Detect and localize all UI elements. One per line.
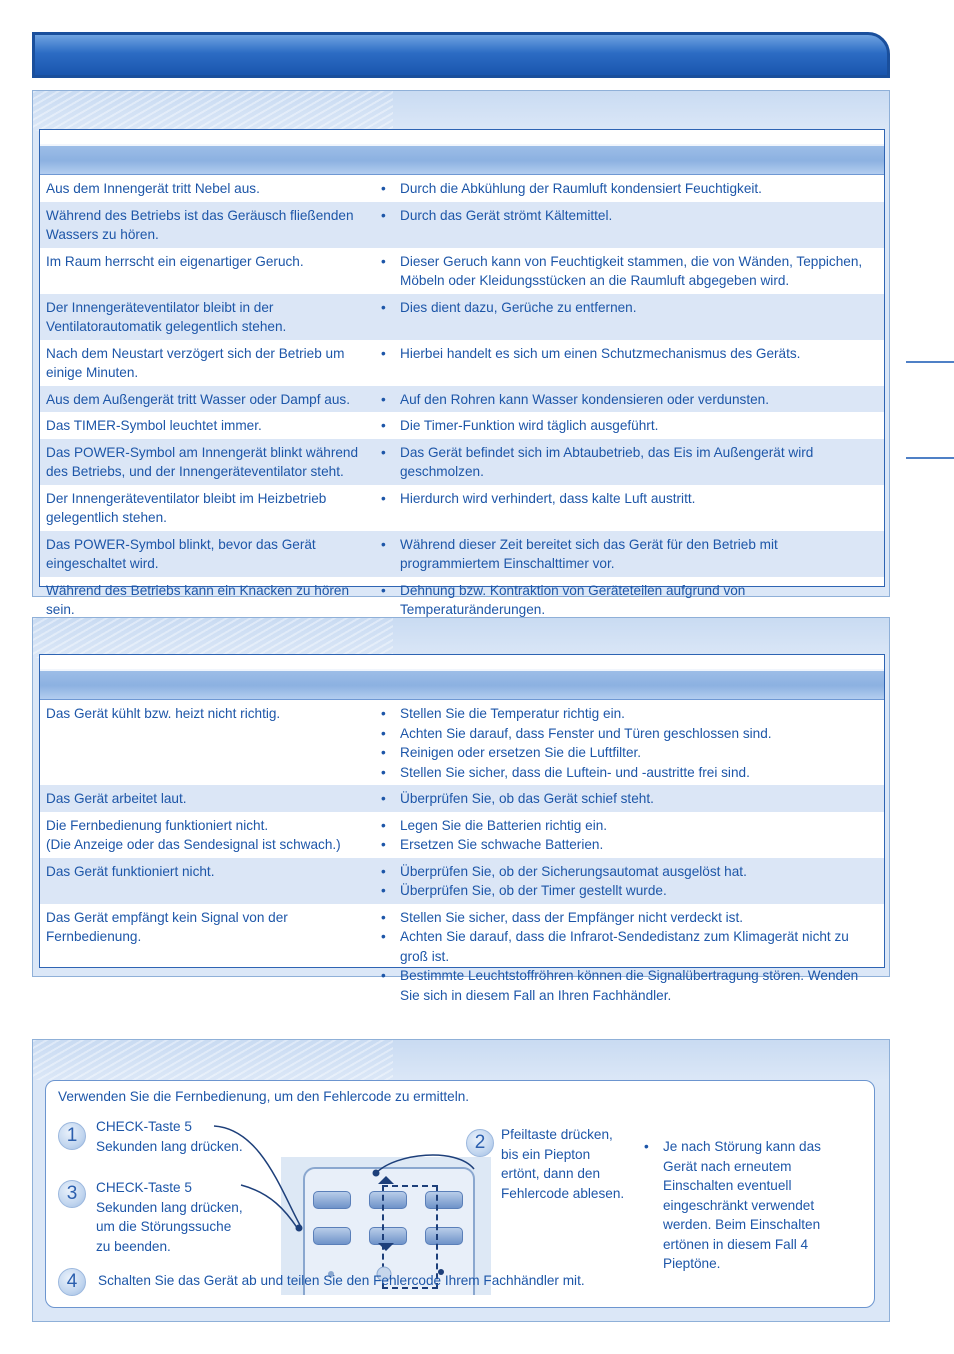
bullet-icon: • [381,253,386,269]
table-row [40,386,884,413]
check-note [642,1137,837,1274]
table-row [40,340,884,386]
cause-text: Stellen Sie sicher, dass die Luftein- und -austritte frei sind. [400,764,750,780]
cause-text: Während dieser Zeit bereitet sich das Gerät für den Betrieb mit programmiertem Einschalttimer vor. [400,536,778,571]
bullet-icon: • [381,764,386,780]
symptom-cell: Das POWER-Symbol am Innengerät blinkt während des Betriebs, und der Innengeräteventilator steht. [46,444,359,479]
symptom-cell: Aus dem Außengerät tritt Wasser oder Dampf aus. [46,391,350,407]
symptom-cell: Während des Betriebs kann ein Knacken zu hören sein. [46,582,350,617]
table-row [40,202,884,248]
table-row [40,904,884,1009]
cause-text: Dehnung bzw. Kontraktion von Geräteteilen aufgrund von Temperaturänderungen. [400,582,746,617]
cause-item [379,489,878,509]
cause-cell [375,340,884,386]
bullet-icon: • [381,909,386,925]
cause-item [379,881,878,901]
cause-item [379,252,878,291]
cause-text: Hierbei handelt es sich um einen Schutzmechanismus des Geräts. [400,345,801,361]
table-row [40,531,884,577]
bullet-icon: • [381,418,386,433]
step-4-number: 4 [58,1268,86,1296]
bullet-icon: • [381,345,386,361]
bullet-icon: • [381,706,386,721]
cause-text: Achten Sie darauf, dass die Infrarot-Sendedistanz zum Klimagerät nicht zu groß ist. [400,929,849,964]
cause-text: Überprüfen Sie, ob der Sicherungsautomat ausgelöst hat. [400,863,747,879]
bullet-icon: • [381,536,386,552]
normal-symptoms-section [32,90,890,617]
cause-cell [375,175,884,202]
cause-text: Dies dient dazu, Gerüche zu entfernen. [400,299,637,315]
symptom-cell: Das Gerät empfängt kein Signal von der Fernbedienung. [46,909,288,944]
table-row [40,858,884,904]
table-row [40,577,884,623]
cause-text: Überprüfen Sie, ob der Timer gestellt wurde. [400,883,667,898]
bullet-icon: • [381,181,386,196]
cause-text: Stellen Sie die Temperatur richtig ein. [400,706,625,721]
cause-item [379,927,878,966]
cause-item [379,206,878,226]
table-row [40,248,884,294]
section-header-stripes [33,1040,393,1080]
check-note-text: Je nach Störung kann das Gerät nach erneutem Einschalten eventuell eingeschränkt verwendet werden. Beim Einschalten ertönen in diesem Fall 4 Pieptöne. [663,1139,821,1271]
cause-text: Ersetzen Sie schwache Batterien. [400,837,604,852]
check-intro-text: Verwenden Sie die Fernbedienung, um den Fehlercode zu ermitteln. [58,1089,470,1104]
cause-item [379,390,878,410]
bullet-icon: • [381,490,386,506]
table-row [40,785,884,812]
cause-cell [375,248,884,294]
bullet-icon: • [381,791,386,806]
normal-symptoms-table [39,129,885,617]
symptom-cell: Aus dem Innengerät tritt Nebel aus. [46,181,260,196]
table-row [40,412,884,439]
cause-cell [375,904,884,1009]
cause-item [379,908,878,928]
cause-item [379,816,878,836]
table-row [40,700,884,785]
bullet-icon: • [381,725,386,741]
symptom-cell: Während des Betriebs ist das Geräusch fließenden Wassers zu hören. [46,207,354,242]
bullet-icon: • [381,968,386,983]
bullet-icon: • [381,837,386,852]
cause-cell [375,577,884,623]
symptom-cell: Nach dem Neustart verzögert sich der Betrieb um einige Minuten. [46,345,345,380]
cause-cell [375,812,884,858]
cause-item [379,763,878,783]
cause-text: Hierdurch wird verhindert, dass kalte Luft austritt. [400,490,696,506]
bullet-icon: • [381,863,386,879]
cause-cell [375,202,884,248]
step-3-text: CHECK-Taste 5 Sekunden lang drücken, um die Störungssuche zu beenden. [96,1180,243,1254]
table-header [40,144,884,175]
error-code-section [32,1039,890,1322]
table-row [40,812,884,858]
cause-cell [375,785,884,812]
cause-text: Auf den Rohren kann Wasser kondensieren oder verdunsten. [400,391,770,407]
cause-text: Legen Sie die Batterien richtig ein. [400,817,608,833]
arrow-up-icon [378,1176,394,1184]
cause-text: Das Gerät befindet sich im Abtaubetrieb, das Eis im Außengerät wird geschmolzen. [400,444,814,479]
cause-text: Durch das Gerät strömt Kältemittel. [400,207,613,223]
symptom-cell: Die Fernbedienung funktioniert nicht. (Die Anzeige oder das Sendesignal ist schwach.) [46,817,341,852]
bullet-icon: • [381,929,386,944]
arrow-down-icon [378,1243,394,1251]
symptom-cell: Das Gerät arbeitet laut. [46,791,187,806]
cause-text: Überprüfen Sie, ob das Gerät schief steht. [400,791,654,806]
bullet-icon: • [381,299,386,315]
cause-cell [375,386,884,413]
bullet-icon: • [381,444,386,460]
cause-item [379,179,878,199]
error-code-instructions-panel [45,1080,875,1308]
cause-item [379,298,878,318]
symptom-cell: Das TIMER-Symbol leuchtet immer. [46,418,262,433]
cause-item [379,966,878,1005]
cause-item [379,789,878,809]
symptom-cell: Das Gerät funktioniert nicht. [46,863,215,879]
bullet-icon: • [381,745,386,760]
cause-item [379,344,878,364]
section-header-stripes [33,91,393,131]
cause-cell [375,294,884,340]
symptom-cell: Im Raum herrscht ein eigenartiger Geruch. [46,253,304,269]
step-4-text: Schalten Sie das Gerät ab und teilen Sie den Fehlercode Ihrem Fachhändler mit. [98,1273,585,1288]
table-row [40,175,884,202]
cause-text: Reinigen oder ersetzen Sie die Luftfilter. [400,745,642,760]
bullet-icon: • [381,817,386,833]
side-tab-marker-top [906,361,954,363]
symptom-cell: Das Gerät kühlt bzw. heizt nicht richtig. [46,706,281,721]
step-1-text: CHECK-Taste 5 Sekunden lang drücken. [96,1119,243,1154]
cause-item [379,835,878,855]
table-row [40,439,884,485]
table-header [40,669,884,700]
cause-cell [375,412,884,439]
table-row [40,294,884,340]
cause-item [379,704,878,724]
cause-item [379,581,878,620]
cause-item [379,724,878,744]
bullet-icon: • [381,207,386,223]
bullet-icon: • [381,582,386,598]
step-3-number: 3 [58,1180,86,1208]
page-title-bar [32,32,890,78]
troubleshooting-section [32,617,890,1003]
bullet-icon: • [381,883,386,898]
cause-item [379,443,878,482]
cause-cell [375,700,884,785]
bullet-icon: • [381,391,386,407]
cause-item [379,743,878,763]
cause-text: Dieser Geruch kann von Feuchtigkeit stammen, die von Wänden, Teppichen, Möbeln oder Kleidungsstücken an die Raumluft abgegeben wird. [400,253,863,288]
troubleshooting-table [39,654,885,1003]
cause-text: Stellen Sie sicher, dass der Empfänger nicht verdeckt ist. [400,909,744,925]
bullet-icon: • [644,1139,649,1154]
cause-cell [375,531,884,577]
cause-cell [375,485,884,531]
step-1-number: 1 [58,1122,86,1150]
side-tab-marker-bottom [906,457,954,459]
cause-item [379,862,878,882]
table-row [40,485,884,531]
cause-text: Bestimmte Leuchtstoffröhren können die Signalübertragung stören. Wenden Sie sich in diesem Fall an Ihren Fachhändler. [400,968,859,1003]
symptom-cell: Der Innengeräteventilator bleibt in der Ventilatorautomatik gelegentlich stehen. [46,299,287,334]
step-2-number: 2 [466,1129,494,1157]
cause-cell [375,858,884,904]
cause-cell [375,439,884,485]
cause-text: Die Timer-Funktion wird täglich ausgeführt. [400,418,659,433]
cause-item [379,535,878,574]
section-header-stripes [33,618,393,658]
symptom-cell: Der Innengeräteventilator bleibt im Heizbetrieb gelegentlich stehen. [46,490,327,525]
step-2-text: Pfeiltaste drücken, bis ein Piepton ertönt, dann den Fehlercode ablesen. [501,1127,625,1201]
cause-text: Achten Sie darauf, dass Fenster und Türen geschlossen sind. [400,725,772,741]
cause-text: Durch die Abkühlung der Raumluft kondensiert Feuchtigkeit. [400,181,762,196]
symptom-cell: Das POWER-Symbol blinkt, bevor das Gerät eingeschaltet wird. [46,536,316,571]
cause-item [379,416,878,436]
